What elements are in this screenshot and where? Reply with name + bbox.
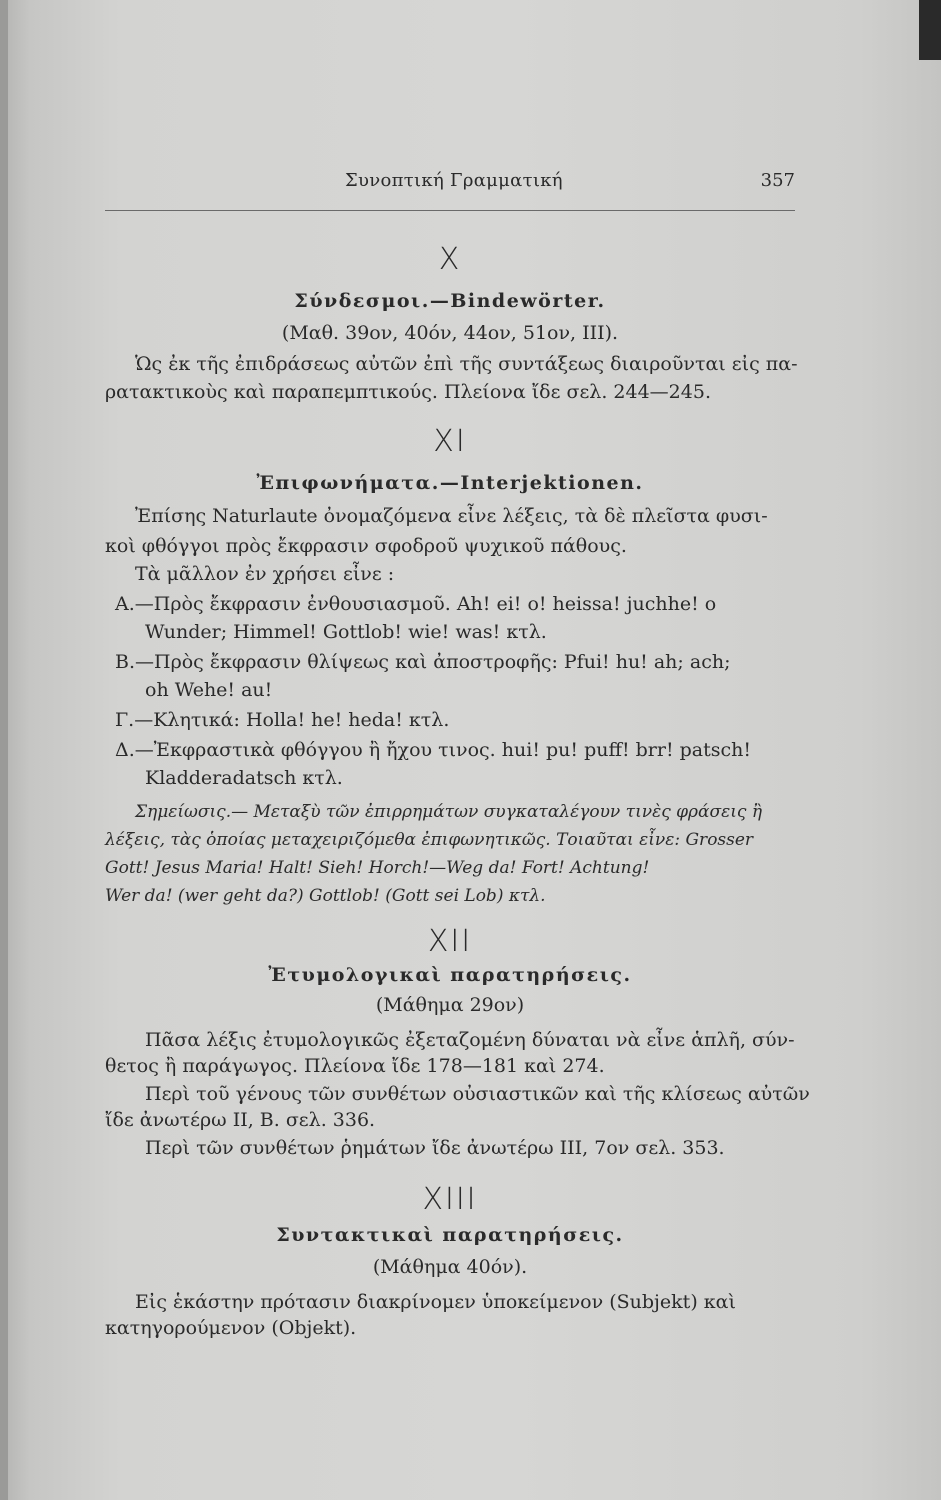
section-title: Σύνδεσμοι.—Bindewörter. bbox=[294, 290, 606, 312]
text-line: Β.—Πρὸς ἔκφρασιν θλίψεως καὶ ἀποστροφῆς: Pfui! hu! ah; ach; bbox=[115, 651, 731, 673]
text-line: Πᾶσα λέξις ἐτυμολογικῶς ἐξεταζομένη δύναται νὰ εἶνε ἁπλῆ, σύν- bbox=[145, 1029, 795, 1051]
note-line: Wer da! (wer geht da?) Gottlob! (Gott sei Lob) κτλ. bbox=[105, 886, 546, 906]
header-rule bbox=[105, 210, 795, 211]
text-line: κοὶ φθόγγοι πρὸς ἔκφρασιν σφοδροῦ ψυχικοῦ πάθους. bbox=[105, 535, 627, 557]
section-reference: (Μάθημα 29ον) bbox=[375, 994, 525, 1016]
note-line: Σημείωσις.— Μεταξὺ τῶν ἐπιρρημάτων συγκαταλέγουν τινὲς φράσεις ἢ bbox=[135, 802, 762, 822]
section-reference: (Μαθ. 39ον, 40όν, 44ον, 51ον, III). bbox=[281, 322, 619, 344]
section-reference: (Μάθημα 40όν). bbox=[372, 1256, 528, 1278]
text-line: Περὶ τῶν συνθέτων ῥημάτων ἴδε ἀνωτέρω III, 7ον σελ. 353. bbox=[145, 1137, 725, 1159]
section-title: Συντακτικαὶ παρατηρήσεις. bbox=[276, 1224, 624, 1246]
text-line: Kladderadatsch κτλ. bbox=[145, 767, 343, 789]
text-line: Γ.—Κλητικά: Holla! he! heda! κτλ. bbox=[115, 709, 450, 731]
text-line: Εἰς ἑκάστην πρότασιν διακρίνομεν ὑποκείμενον (Subjekt) καὶ bbox=[135, 1291, 736, 1313]
text-line: Α.—Πρὸς ἔκφρασιν ἐνθουσιασμοῦ. Ah! ei! o! heissa! juchhe! o bbox=[115, 593, 717, 615]
text-line: κατηγορούμενον (Objekt). bbox=[105, 1317, 357, 1339]
text-line: ἴδε ἀνωτέρω II, Β. σελ. 336. bbox=[105, 1109, 376, 1131]
text-line: Τὰ μᾶλλον ἐν χρήσει εἶνε : bbox=[135, 563, 395, 585]
page-number: 357 bbox=[760, 170, 795, 191]
page-edge-shadow bbox=[0, 0, 8, 1500]
section-title: Ἐπιφωνήματα.—Interjektionen. bbox=[256, 472, 644, 494]
text-line: Ἐπίσης Naturlaute ὀνομαζόμενα εἶνε λέξεις, τὰ δὲ πλεῖστα φυσι- bbox=[135, 505, 768, 527]
scanner-corner bbox=[919, 0, 941, 60]
section-number: X bbox=[438, 242, 462, 277]
text-line: Wunder; Himmel! Gottlob! wie! was! κτλ. bbox=[145, 621, 547, 643]
text-line: Ὡς ἐκ τῆς ἐπιδράσεως αὐτῶν ἐπὶ τῆς συντάξεως διαιροῦνται εἰς πα- bbox=[135, 353, 798, 375]
note-line: Gott! Jesus Maria! Halt! Sieh! Horch!—Weg da! Fort! Achtung! bbox=[105, 858, 650, 878]
header-title: Συνοπτική Γραμματική bbox=[345, 170, 563, 191]
text-line: Δ.—Ἐκφραστικὰ φθόγγου ἢ ἤχου τινος. hui! pu! puff! brr! patsch! bbox=[115, 739, 752, 761]
note-line: λέξεις, τὰς ὁποίας μεταχειριζόμεθα ἐπιφωνητικῶς. Τοιαῦται εἶνε: Grosser bbox=[105, 830, 754, 850]
section-number: XII bbox=[427, 924, 473, 959]
text-line: ρατακτικοὺς καὶ παραπεμπτικούς. Πλείονα ἴδε σελ. 244—245. bbox=[105, 381, 711, 403]
section-title: Ἐτυμολογικαὶ παρατηρήσεις. bbox=[268, 964, 632, 986]
text-line: Περὶ τοῦ γένους τῶν συνθέτων οὐσιαστικῶν καὶ τῆς κλίσεως αὐτῶν bbox=[145, 1083, 810, 1105]
section-number: XIII bbox=[422, 1182, 478, 1217]
text-line: oh Wehe! au! bbox=[145, 679, 273, 701]
text-line: θετος ἢ παράγωγος. Πλείονα ἴδε 178—181 καὶ 274. bbox=[105, 1055, 605, 1077]
section-number: XI bbox=[433, 424, 467, 459]
page-content bbox=[105, 0, 810, 1500]
